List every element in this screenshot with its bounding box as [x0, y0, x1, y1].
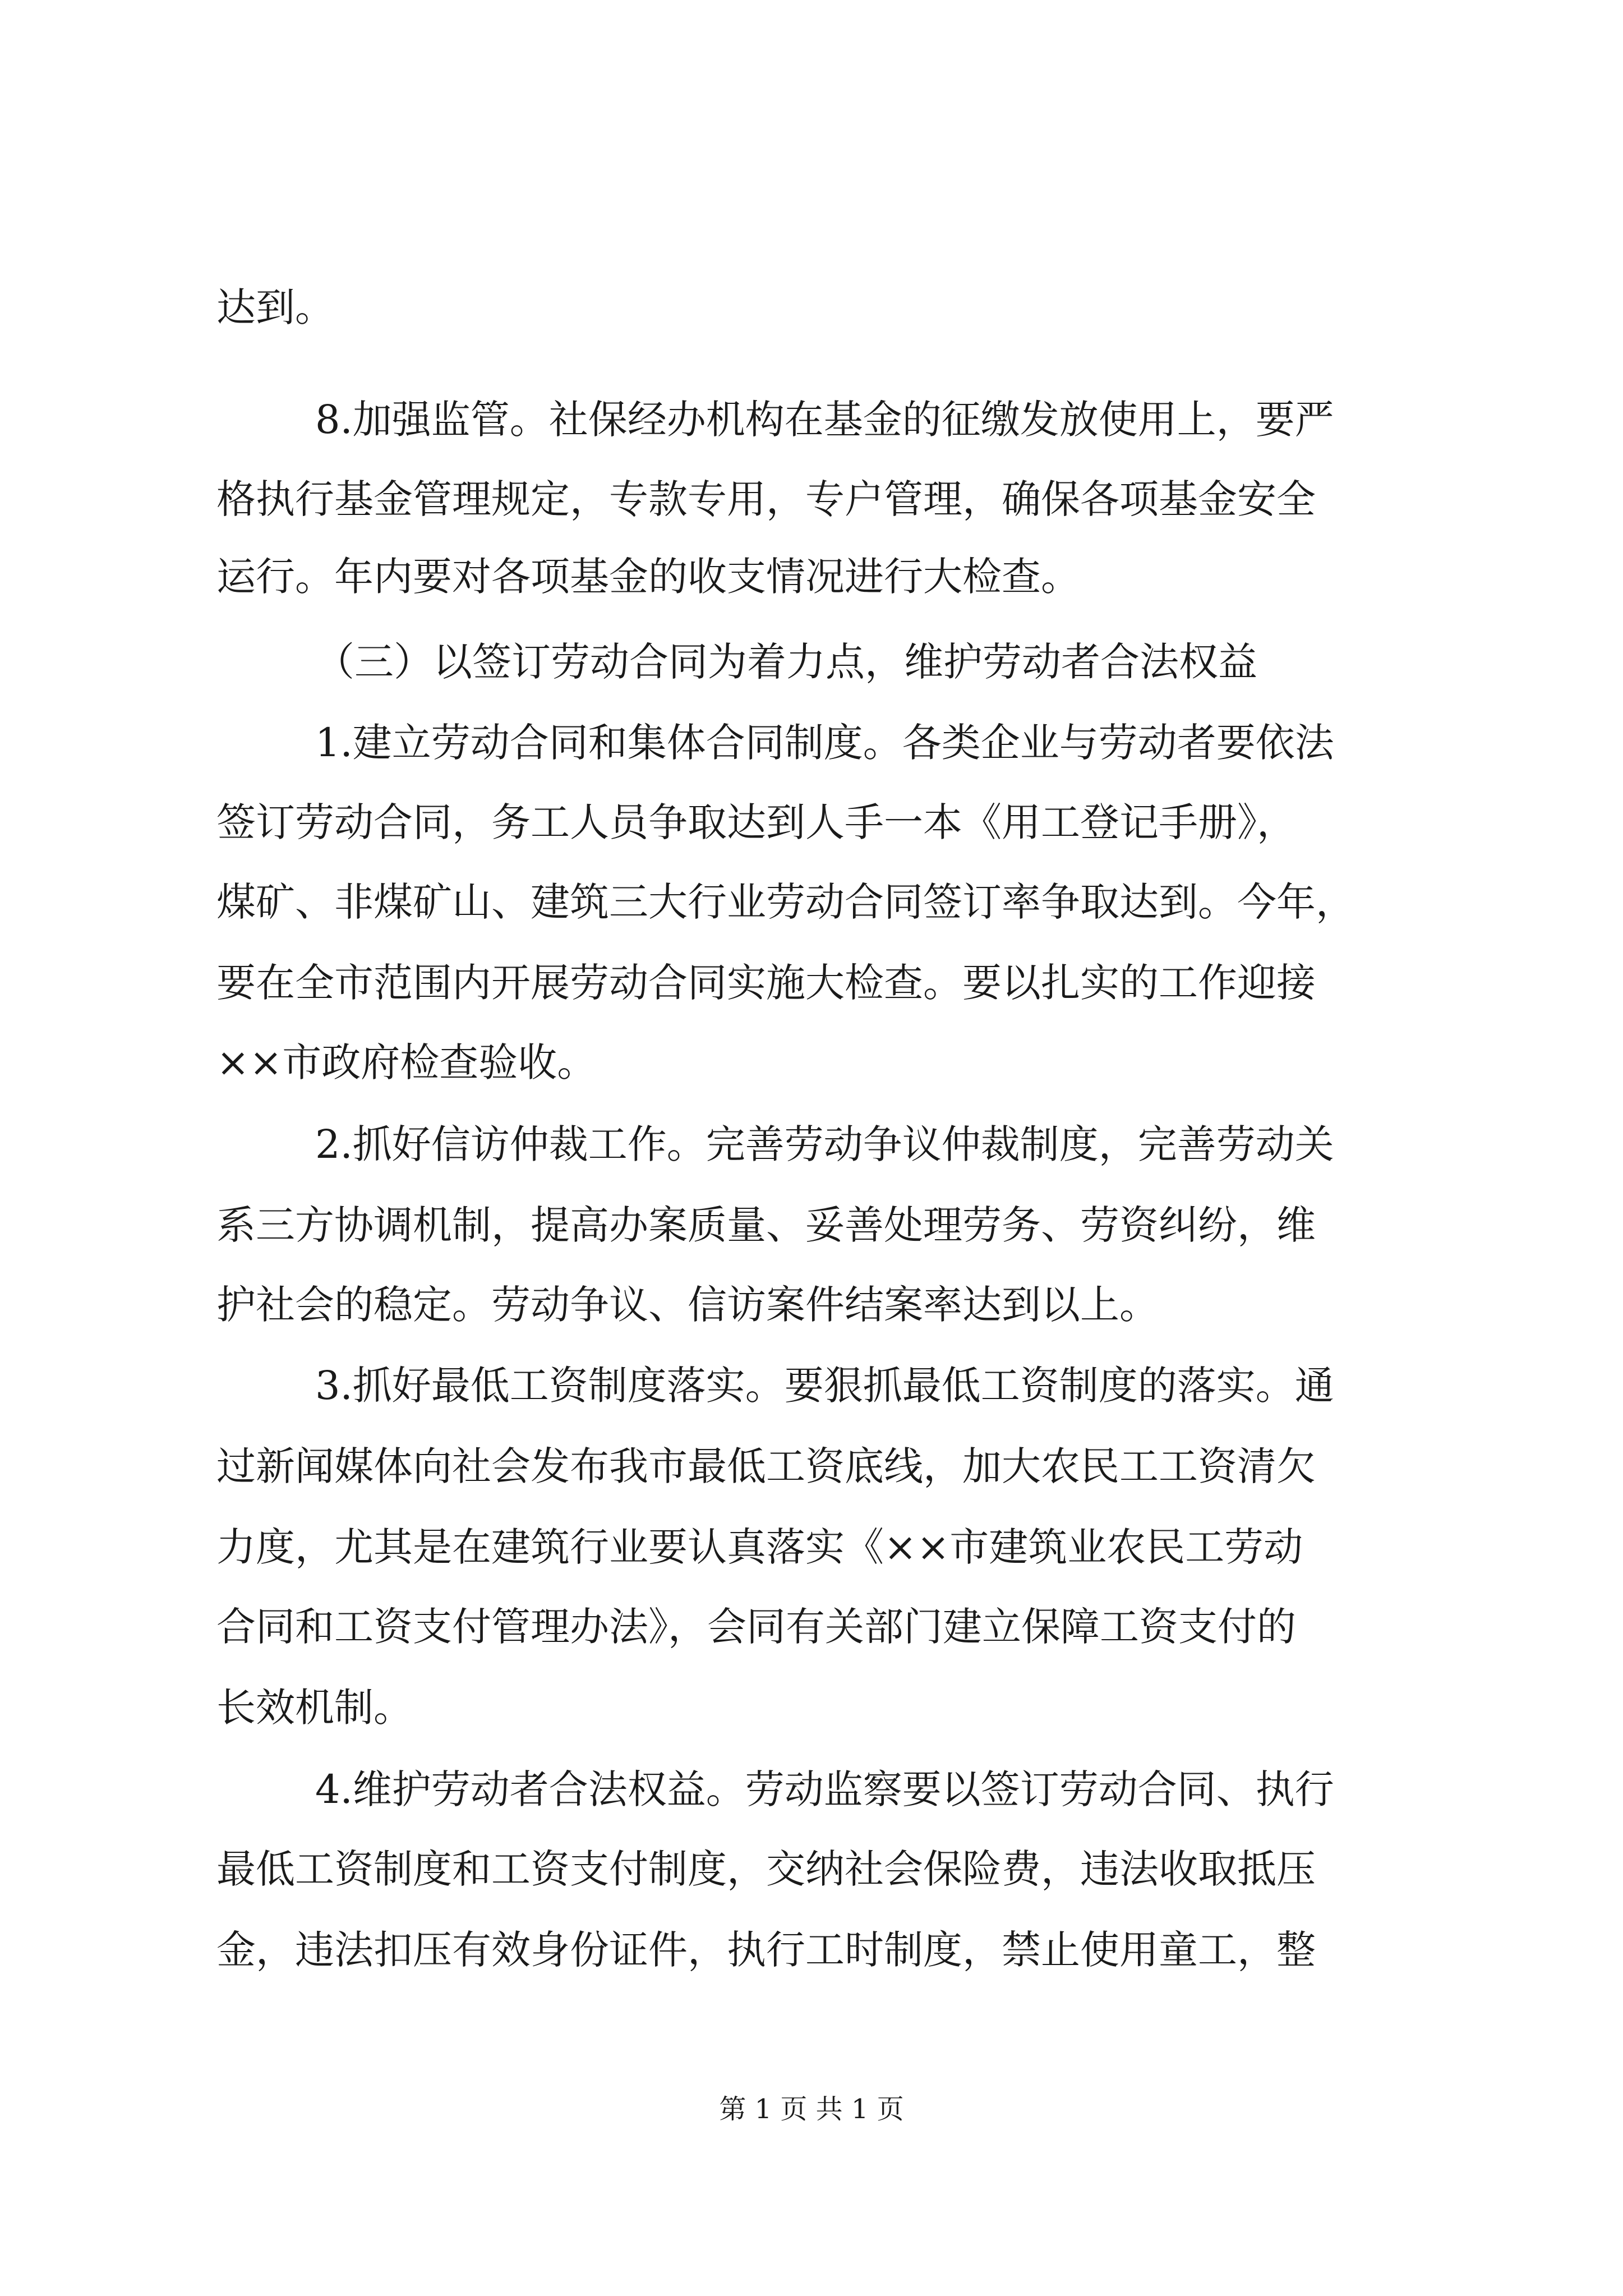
text-line: 长效机制。 — [216, 1685, 413, 1731]
text-line: 达到。 — [216, 284, 334, 330]
text-line: ××市政府检查验收。 — [216, 1039, 597, 1085]
text-line: 最低工资制度和工资支付制度，交纳社会保险费，违法收取抵压 — [216, 1846, 1316, 1892]
text-line: 煤矿、非煤矿山、建筑三大行业劳动合同签订率争取达到。今年， — [216, 879, 1355, 925]
text-line: 力度，尤其是在建筑行业要认真落实《××市建筑业农民工劳动 — [216, 1524, 1303, 1570]
text-line: 金，违法扣压有效身份证件，执行工时制度，禁止使用童工，整 — [216, 1927, 1316, 1973]
page-footer — [0, 2087, 1623, 2132]
text-line: 2.抓好信访仲裁工作。完善劳动争议仲裁制度，完善劳动关 — [315, 1121, 1334, 1167]
text-line: 8.加强监管。社保经办机构在基金的征缴发放使用上，要严 — [315, 397, 1334, 443]
text-line: 签订劳动合同，务工人员争取达到人手一本《用工登记手册》， — [216, 799, 1296, 845]
text-line: 1.建立劳动合同和集体合同制度。各类企业与劳动者要依法 — [315, 720, 1334, 766]
text-line: 护社会的稳定。劳动争议、信访案件结案率达到以上。 — [216, 1282, 1159, 1328]
text-line: 运行。年内要对各项基金的收支情况进行大检查。 — [216, 554, 1080, 600]
text-line: 系三方协调机制，提高办案质量、妥善处理劳务、劳资纠纷，维 — [216, 1202, 1316, 1248]
text-line: 4.维护劳动者合法权益。劳动监察要以签订劳动合同、执行 — [315, 1766, 1334, 1812]
text-line: 过新闻媒体向社会发布我市最低工资底线，加大农民工工资清欠 — [216, 1443, 1316, 1489]
text-line: 要在全市范围内开展劳动合同实施大检查。要以扎实的工作迎接 — [216, 960, 1316, 1006]
text-line: 格执行基金管理规定，专款专用，专户管理，确保各项基金安全 — [216, 476, 1316, 522]
page-number-label: 第 1 页 共 1 页 — [719, 2093, 904, 2125]
text-line: 合同和工资支付管理办法》，会同有关部门建立保障工资支付的 — [216, 1604, 1296, 1650]
text-line: 3.抓好最低工资制度落实。要狠抓最低工资制度的落实。通 — [315, 1363, 1334, 1409]
section-heading: （三）以签订劳动合同为着力点，维护劳动者合法权益 — [315, 639, 1257, 685]
